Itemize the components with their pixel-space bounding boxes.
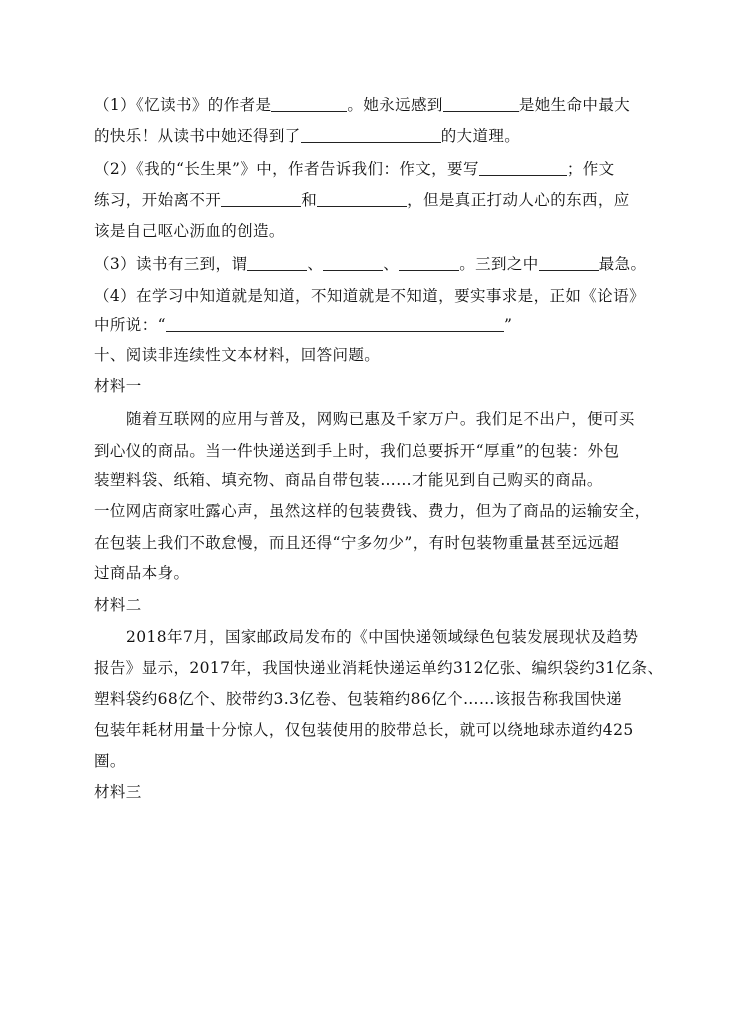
material-2-paragraph-line — [94, 715, 654, 745]
material-2-paragraph-line — [94, 684, 654, 714]
material-1-paragraph-line — [94, 436, 654, 466]
text: 材料一 — [94, 377, 142, 395]
question-4-line-2 — [94, 310, 654, 340]
text: ，但是真正打动人心的东西，应 — [407, 191, 630, 209]
text: 2018年7月，国家邮政局发布的《中国快递领域绿色包装发展现状及趋势 — [126, 628, 639, 646]
text: 材料三 — [94, 783, 142, 801]
text: 、 — [383, 255, 400, 273]
text: 过商品本身。 — [94, 564, 190, 582]
text: （3）读书有三到，谓 — [94, 255, 248, 273]
answer-blank[interactable] — [166, 314, 504, 332]
material-1-paragraph-line — [94, 558, 654, 588]
answer-blank[interactable] — [479, 158, 567, 176]
text: 和 — [301, 191, 318, 209]
text: 随着互联网的应用与普及，网购已惠及千家万户。我们足不出户，便可买 — [126, 410, 635, 428]
answer-blank[interactable] — [399, 253, 459, 271]
text: 最急。 — [598, 255, 647, 273]
answer-blank[interactable] — [443, 94, 519, 112]
text: 装塑料袋、纸箱、填充物、商品自带包装……才能见到自己购买的商品。 — [94, 471, 603, 489]
text: ；作文 — [566, 160, 615, 178]
text: （2）《我的“长生果”》中，作者告诉我们：作文，要写 — [94, 160, 479, 178]
question-4-line-1 — [94, 281, 654, 311]
material-2-heading — [94, 590, 654, 620]
answer-blank[interactable] — [301, 125, 441, 143]
question-1-line-2 — [94, 121, 654, 151]
material-2-paragraph-line — [94, 653, 664, 683]
text: 该是自己呕心沥血的创造。 — [94, 222, 285, 240]
answer-blank[interactable] — [317, 189, 407, 207]
section-heading — [94, 340, 654, 370]
text: 。她永远感到 — [347, 96, 443, 114]
material-1-paragraph-line — [94, 496, 654, 526]
material-3-heading — [94, 777, 654, 807]
text: ” — [503, 316, 513, 334]
text: （1）《忆读书》的作者是 — [94, 96, 272, 114]
text: 一位网店商家吐露心声，虽然这样的包装费钱、费力，但为了商品的运输安全， — [94, 502, 651, 520]
material-1-paragraph-line — [94, 465, 654, 495]
text: 十、阅读非连续性文本材料，回答问题。 — [94, 346, 381, 364]
text: 塑料袋约68亿个、胶带约3.3亿卷、包装箱约86亿个……该报告称我国快递 — [94, 690, 622, 708]
question-2-line-3 — [94, 216, 654, 246]
text: （4）在学习中知道就是知道，不知道就是不知道，要实事求是，正如《论语》 — [94, 287, 645, 305]
answer-blank[interactable] — [539, 253, 599, 271]
text: 是她生命中最大 — [518, 96, 631, 114]
text: 报告》显示，2017年，我国快递业消耗快递运单约312亿张、编织袋约31亿条、 — [94, 659, 664, 677]
text: 到心仪的商品。当一件快递送到手上时，我们总要拆开“厚重”的包装：外包 — [94, 442, 620, 460]
answer-blank[interactable] — [323, 253, 383, 271]
text: 。三到之中 — [459, 255, 539, 273]
question-3-line — [94, 249, 654, 279]
material-1-paragraph-line — [94, 528, 654, 558]
text: 中所说：“ — [94, 316, 166, 334]
material-2-paragraph-line — [94, 746, 654, 776]
text: 包装年耗材用量十分惊人，仅包装使用的胶带总长，就可以绕地球赤道约425 — [94, 721, 634, 739]
answer-blank[interactable] — [271, 94, 347, 112]
question-2-line-2 — [94, 185, 654, 215]
text: 圈。 — [94, 752, 126, 770]
answer-blank[interactable] — [247, 253, 307, 271]
question-2-line-1 — [94, 154, 654, 184]
material-1-heading — [94, 371, 654, 401]
text: 的快乐！从读书中她还得到了 — [94, 127, 301, 145]
text: 材料二 — [94, 596, 142, 614]
answer-blank[interactable] — [221, 189, 301, 207]
text: 在包装上我们不敢怠慢，而且还得“宁多勿少”，有时包装物重量甚至远远超 — [94, 534, 620, 552]
question-1-line-1 — [94, 90, 654, 120]
text: 的大道理。 — [440, 127, 521, 145]
material-2-paragraph-line — [126, 622, 686, 652]
text: 练习，开始离不开 — [94, 191, 222, 209]
text: 、 — [307, 255, 324, 273]
material-1-paragraph-line — [126, 404, 686, 434]
